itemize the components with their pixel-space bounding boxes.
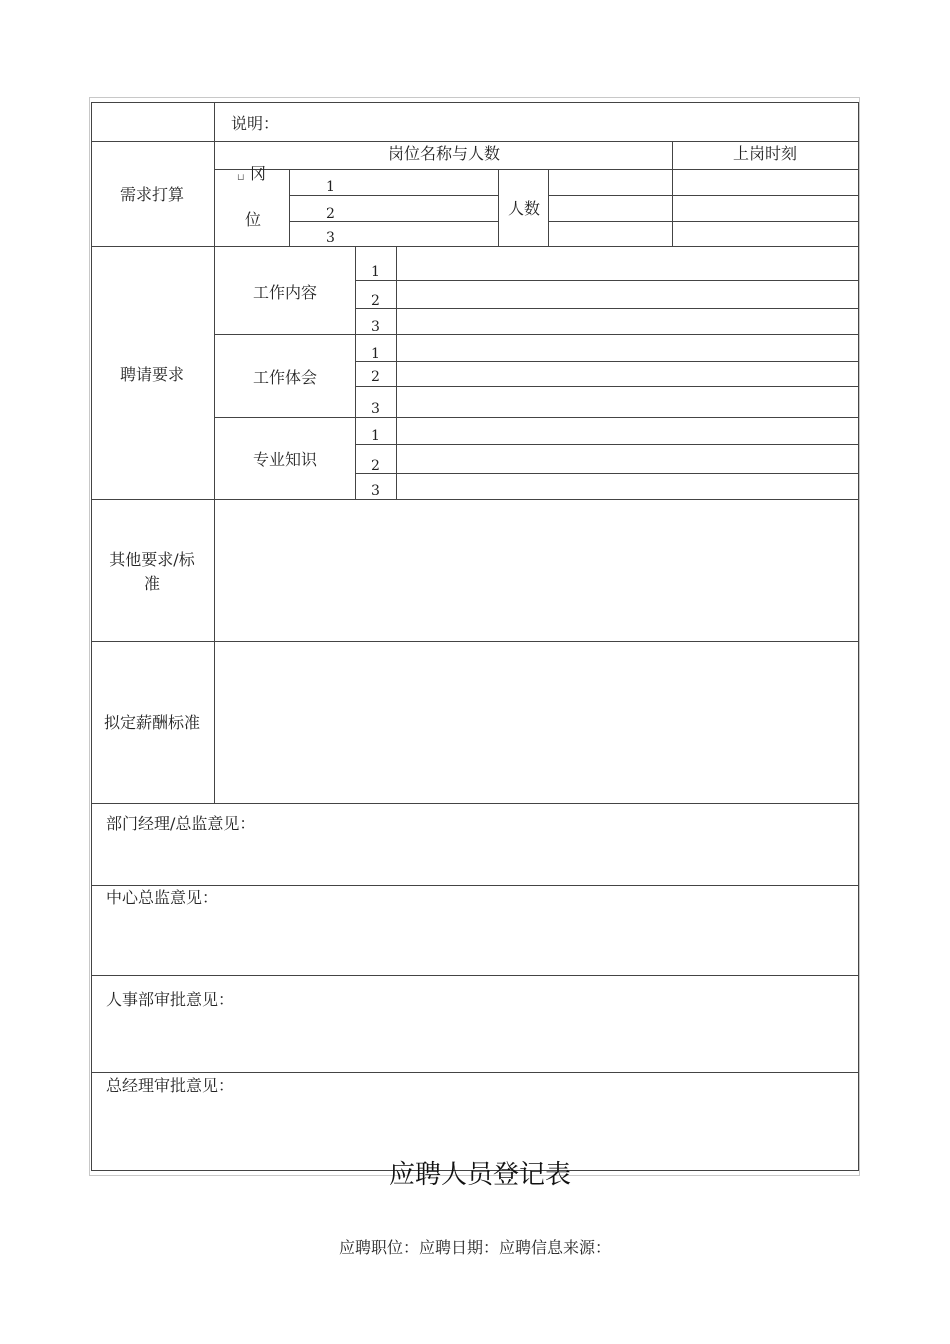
- count-label: 人数: [507, 199, 541, 218]
- row-divider: [91, 246, 859, 247]
- other-requirements-label: 其他要求/标: [109, 550, 195, 569]
- opinion-label: 中心总监意见：: [106, 888, 219, 907]
- req-item-divider: [355, 361, 859, 362]
- count-row-divider: [548, 195, 859, 196]
- req-item-divider: [355, 444, 859, 445]
- req-item-divider: [355, 473, 859, 474]
- req-content-column-divider: [396, 246, 397, 499]
- opinion-label: 总经理审批意见：: [106, 1076, 235, 1095]
- opinion-label: 人事部审批意见：: [106, 990, 235, 1009]
- page-frame: [89, 97, 860, 1176]
- placeholder-glyph-icon: ⊔: [237, 173, 245, 183]
- post-label-bottom: 位: [245, 210, 262, 229]
- post-row-divider: [289, 221, 499, 222]
- row-divider: [91, 1072, 859, 1073]
- opinion-label: 部门经理/总监意见：: [106, 814, 256, 833]
- req-item-divider: [355, 386, 859, 387]
- post-row-divider: [289, 195, 499, 196]
- req-group-divider: [214, 334, 859, 335]
- start-column-divider: [672, 141, 673, 246]
- req-item-number: 3: [371, 401, 380, 417]
- req-item-divider: [355, 280, 859, 281]
- req-group-label: 工作内容: [252, 283, 318, 302]
- post-label-top: 冈: [250, 164, 267, 183]
- requirements-label: 聘请要求: [119, 365, 185, 384]
- req-item-number: 1: [371, 264, 380, 280]
- row-divider: [91, 803, 859, 804]
- post-row-number: 2: [326, 206, 335, 222]
- other-requirements-label-cont: 准: [143, 574, 161, 593]
- registration-form-title: 应聘人员登记表: [388, 1160, 572, 1190]
- registration-form-subtitle: 应聘职位：应聘日期：应聘信息来源：: [338, 1238, 612, 1257]
- req-group-divider: [214, 417, 859, 418]
- row-divider: [91, 641, 859, 642]
- count-value-divider: [548, 169, 549, 246]
- req-item-number: 2: [371, 458, 380, 474]
- note-label: 说明：: [231, 114, 280, 133]
- start-header: 上岗时刻: [732, 144, 798, 163]
- req-group-label: 专业知识: [252, 450, 318, 469]
- demand-header-divider: [214, 169, 859, 170]
- req-item-number: 3: [371, 319, 380, 335]
- table-border-top: [91, 102, 859, 103]
- label-column-divider: [214, 102, 215, 804]
- row-divider: [91, 885, 859, 886]
- position-header: 岗位名称与人数: [387, 144, 501, 163]
- req-item-number: 2: [371, 369, 380, 385]
- table-border-right: [858, 102, 859, 1171]
- req-group-label: 工作体会: [252, 368, 318, 387]
- row-divider: [91, 499, 859, 500]
- post-row-number: 3: [326, 230, 335, 246]
- post-column-divider: [289, 169, 290, 246]
- req-item-divider: [355, 308, 859, 309]
- req-item-column-divider: [355, 246, 356, 499]
- row-divider: [91, 141, 859, 142]
- req-item-number: 1: [371, 428, 380, 444]
- table-border-left: [91, 102, 92, 1171]
- salary-label: 拟定薪酬标准: [103, 713, 201, 732]
- req-item-number: 3: [371, 483, 380, 499]
- req-item-number: 1: [371, 346, 380, 362]
- req-item-number: 2: [371, 293, 380, 309]
- post-row-number: 1: [326, 179, 335, 195]
- count-column-divider: [498, 169, 499, 246]
- count-row-divider: [548, 221, 859, 222]
- row-divider: [91, 975, 859, 976]
- demand-label: 需求打算: [119, 185, 185, 204]
